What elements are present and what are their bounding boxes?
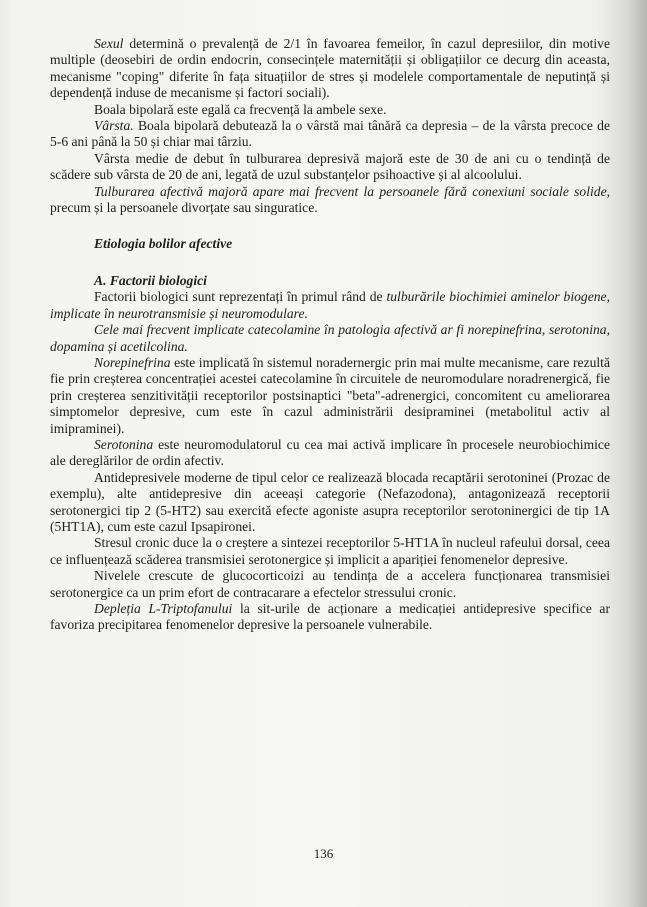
- section-heading-etiologia: Etiologia bolilor afective: [94, 236, 233, 252]
- paragraph-cele-mai: [50, 322, 610, 355]
- paragraph-varsta: [50, 118, 610, 151]
- page-number: 136: [313, 846, 334, 861]
- paragraph-factorii: [50, 289, 610, 322]
- text-norepinefrina: este implicată în sistemul noradernergic prin mai multe mecanisme, care rezultă fie prin creșterea concentrației acestei catecolamine în circuitele de neuromodulare noradrenergică, fie prin creșterea senzitivității receptorilor postsinaptici "beta"-adrenergici, concomitent cu ameliorarea simptomelor depresive, cum este în cazul administrării desipraminei (metabolitul activ al imipraminei).: [50, 354, 610, 436]
- text-factorii: Factorii biologici sunt reprezentați în primul rând de: [94, 289, 387, 305]
- paragraph-bipolara-sexe: Boala bipolară este egală ca frecvență la ambele sexe.: [94, 101, 387, 117]
- paragraph-varsta-medie: Vârsta medie de debut în tulburarea depresivă majoră este de 30 de ani cu o tendință de scădere sub vârsta de 20 de ani, legată de uzul substanțelor psihoactive și al alcoolului.: [50, 150, 610, 183]
- term-norepinefrina: Norepinefrina: [94, 354, 171, 370]
- text-deplectia: la sit-urile de acționare a medicației antidepresive specifice ar favoriza precipitarea fenomenelor depresive la persoanele vulnerabile.: [50, 601, 610, 633]
- paragraph-stresul: Stresul cronic duce la o creștere a sintezei receptorilor 5-HT1A în nucleul rafeului dorsal, ceea ce influențează scăderea transmisiei serotonergice și implicit a apariției fenomenelor depresive.: [50, 535, 610, 567]
- term-varsta: Vârsta.: [94, 118, 134, 134]
- paragraph-serotonina: [50, 437, 610, 470]
- paragraph-antidepresivele: Antidepresivele moderne de tipul celor ce realizează blocada recaptării serotoninei (Prozac de exemplu), alte antidepresive din aceeași categorie (Nefazodona), antagonizează receptorii serotonergici tip 2 (5-HT2) sau exercită efecte agoniste asupra receptorilor serotoninergici de tip 1A (5HT1A), cum este cazul Ipsapironei.: [50, 469, 610, 534]
- italic-cele-mai: Cele mai frecvent implicate catecolamine în patologia afectivă ar fi norepinefrina, serotonina, dopamina și acetilcolina.: [50, 322, 610, 354]
- paragraph-norepinefrina: [50, 355, 610, 437]
- paragraph-deplectia: [50, 601, 610, 634]
- text-varsta: Boala bipolară debutează la o vârstă mai tânără ca depresia – de la vârsta precoce de 5-6 ani până la 50 și chiar mai târziu.: [50, 118, 610, 150]
- paragraph-tulburarea: [50, 184, 610, 217]
- text-sexul: determină o prevalență de 2/1 în favoarea femeilor, în cazul depresiilor, din motive multiple (deosebiri de ordin endocrin, consecințele maternității și obligațiilor ce decurg din aceasta, mecanisme "coping" diferite în fața situațiilor de stres și modelele comportamentale de neputință și dependență induse de mecanisme și factori sociali).: [50, 36, 610, 101]
- text-tulburarea: precum și la persoanele divorțate sau singuratice.: [50, 200, 318, 216]
- italic-factorii: tulburările biochimiei aminelor biogene, implicate în neurotransmisie și neuromodulare.: [50, 289, 610, 321]
- text-serotonina: este neuromodulatorul cu cea mai activă implicare în procesele neurobiochimice ale dereglărilor de ordin afectiv.: [50, 436, 610, 469]
- paragraph-nivelele: Nivelele crescute de glucocorticoizi au tendința de a accelera funcționarea transmisiei serotonergice ca un prim efort de contracarare a efectelor stressului cronic.: [50, 568, 610, 600]
- term-deplectia: Depleția L-Triptofanului: [94, 601, 233, 616]
- page-body: [50, 36, 610, 634]
- paragraph-sexul: [50, 36, 610, 102]
- italic-tulburarea: Tulburarea afectivă majoră apare mai frecvent la persoanele fără conexiuni sociale solide,: [94, 183, 610, 199]
- term-sexul: Sexul: [94, 36, 124, 51]
- subsection-heading-factorii: A. Factorii biologici: [94, 272, 207, 288]
- term-serotonina: Serotonina: [94, 436, 154, 452]
